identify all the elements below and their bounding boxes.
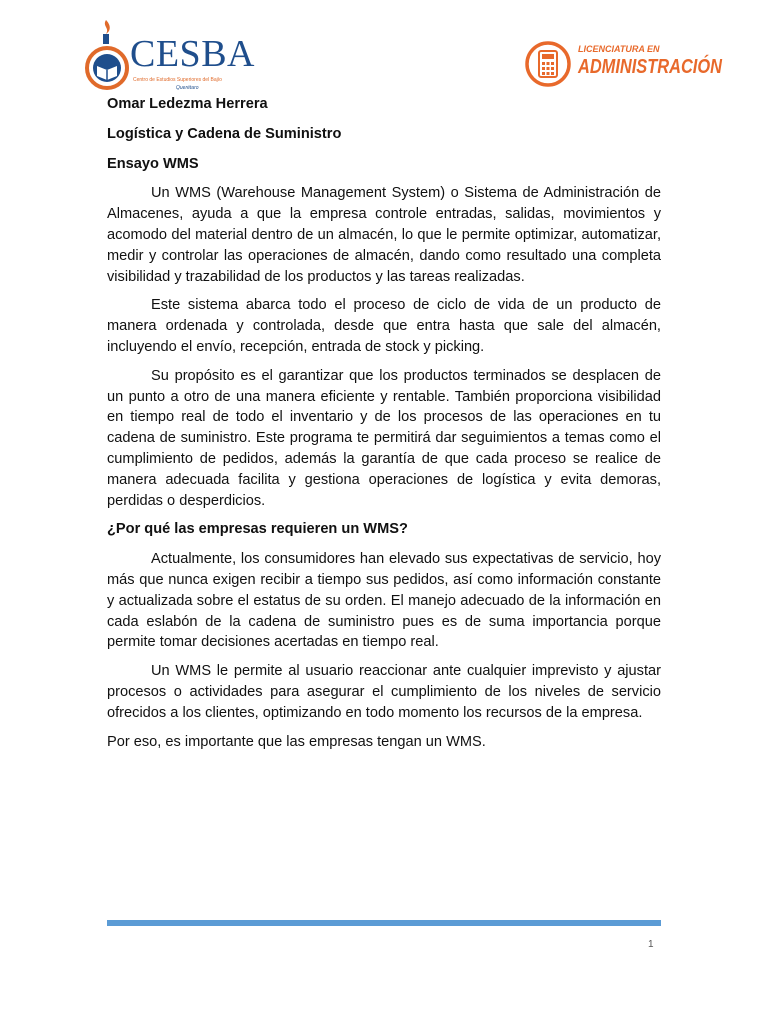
footer-divider: [107, 920, 661, 926]
cesba-logo: [84, 14, 264, 98]
cesba-emblem-icon: [84, 16, 130, 96]
document-body: [107, 94, 661, 760]
paragraph: Actualmente, los consumidores han elevado sus expectativas de servicio, hoy más que nunca exigen recibir a tiempo sus pedidos, así como información constante y actualizada sobre el estatus de su orden. El manejo adecuado de la información en cada eslabón de la cadena de suministro pues es de suma importancia porque permite tomar decisiones acertadas en tiempo real.: [107, 551, 661, 651]
licenciatura-label: LICENCIATURA EN: [578, 44, 660, 54]
author-name: Omar Ledezma Herrera: [107, 96, 268, 112]
paragraph: Este sistema abarca todo el proceso de ciclo de vida de un producto de manera ordenada y controlada, desde que entra hasta que sale del almacén, incluyendo el envío, recepción, entrada de stock y picking.: [107, 297, 661, 355]
paragraph: Su propósito es el garantizar que los productos terminados se desplacen de un punto a otro de una manera eficiente y rentable. También proporciona visibilidad en tiempo real de todo el inventario y de los procesos de las operaciones en tu cadena de suministro. Este programa te permitirá dar seguimientos a temas como el cumplimiento de pedidos, además la garantía de que cada proceso se realice de manera adecuada facilita y gestiona operaciones de logística y evita demoras, perdidas o desperdicios.: [107, 367, 661, 509]
calculator-icon: [524, 40, 572, 88]
document-title: Ensayo WMS: [107, 155, 199, 172]
licenciatura-logo: [524, 40, 722, 94]
cesba-logo-subtitle: Centro de Estudios Superiores del Bajío: [133, 77, 222, 83]
administracion-label: ADMINISTRACIÓN: [578, 56, 722, 78]
closing-paragraph: Por eso, es importante que las empresas tengan un WMS.: [107, 733, 486, 750]
page-number: 1: [648, 939, 654, 950]
cesba-logo-name: CESBA: [130, 33, 255, 75]
paragraph: Un WMS (Warehouse Management System) o Sistema de Administración de Almacenes, ayuda a que la empresa controle entradas, salidas, movimientos y acomodo del material dentro de un almacén, lo que le permite optimizar, automatizar, medir y controlar las operaciones de almacén, dando como resultado una completa visibilidad y trazabilidad de los productos y las tareas realizadas.: [107, 185, 661, 285]
cesba-logo-location: Querétaro: [176, 85, 199, 91]
paragraph: Un WMS le permite al usuario reaccionar ante cualquier imprevisto y ajustar procesos o actividades para asegurar el cumplimiento de los niveles de servicio ofrecidos a los clientes, optimizando en todo momento los recursos de la empresa.: [107, 663, 661, 721]
section-heading: ¿Por qué las empresas requieren un WMS?: [107, 521, 408, 538]
course-name: Logística y Cadena de Suministro: [107, 125, 342, 142]
